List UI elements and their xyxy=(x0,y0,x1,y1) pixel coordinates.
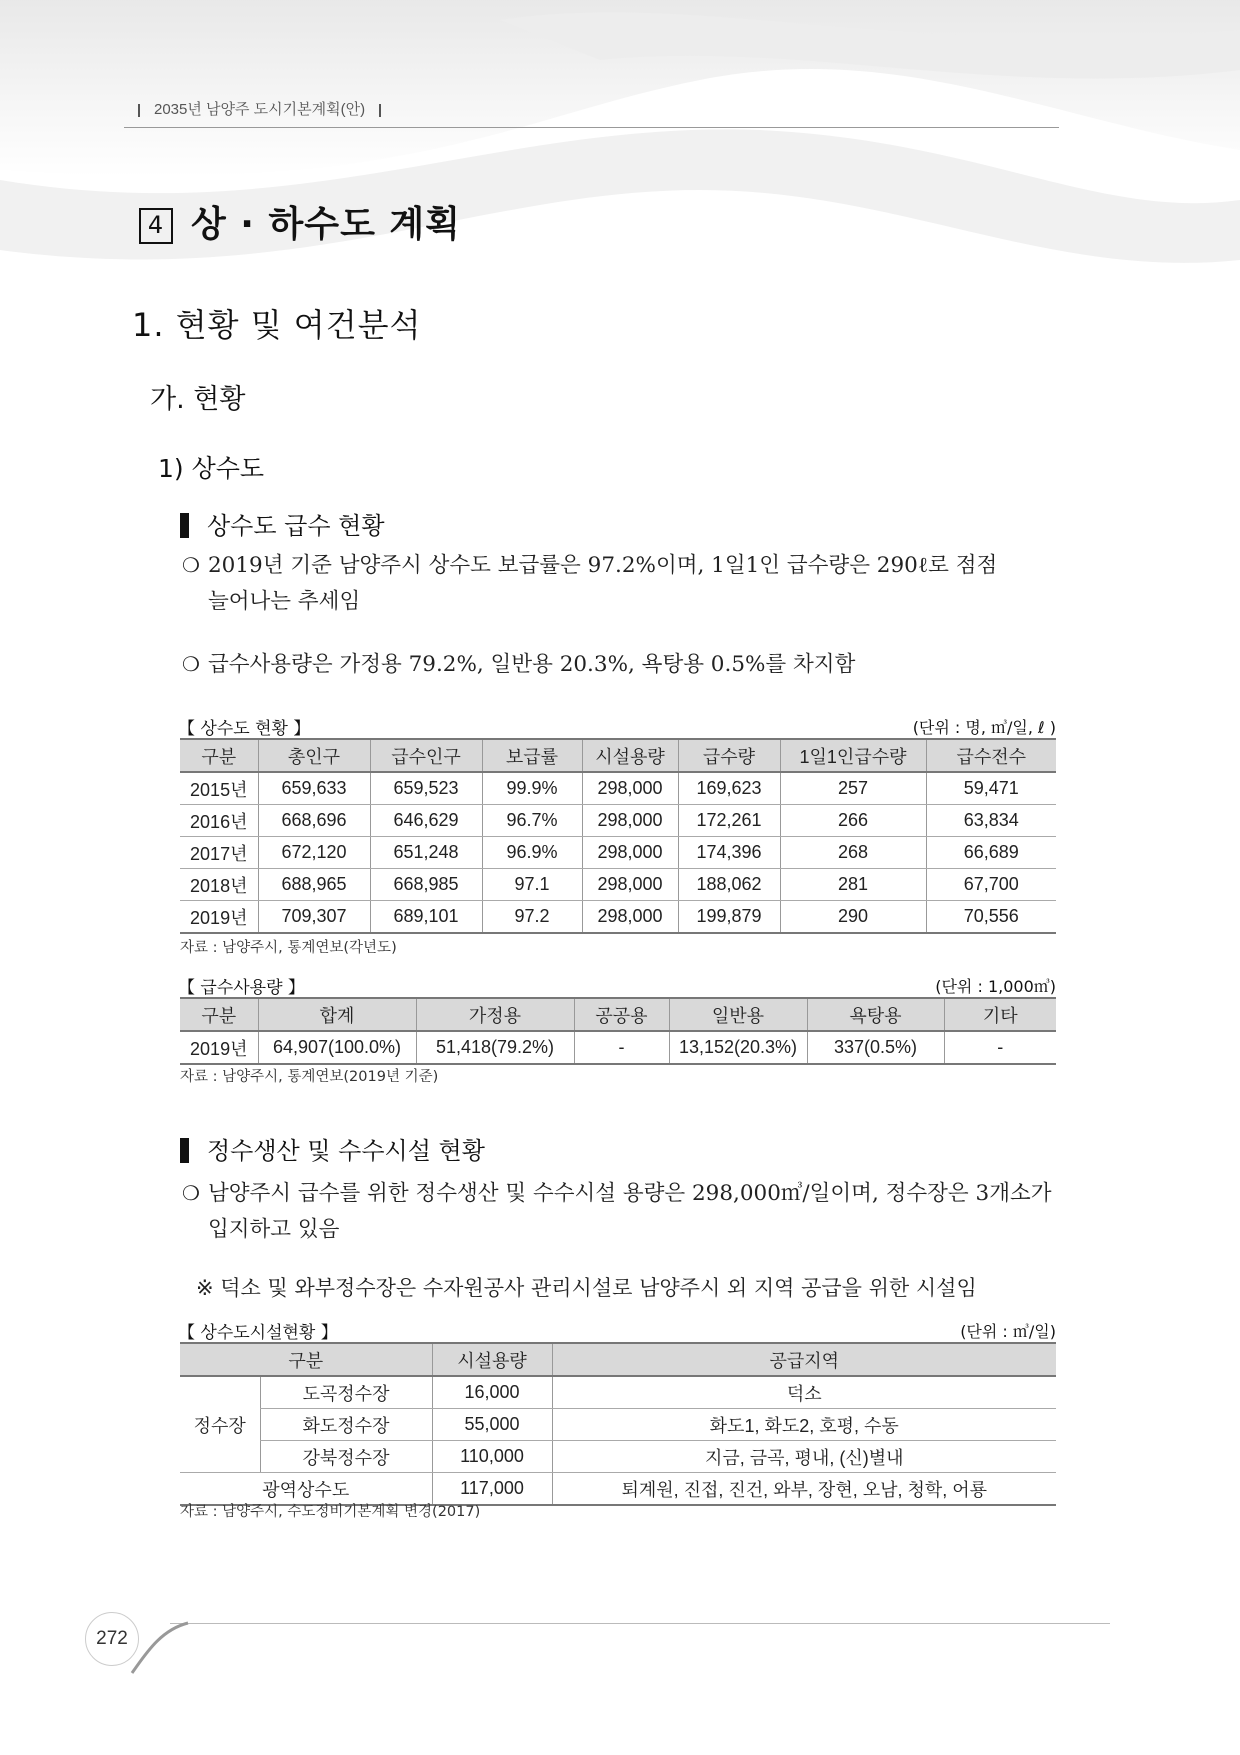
bullet-text: 급수사용량은 가정용 79.2%, 일반용 20.3%, 욕탕용 0.5%를 차지함 xyxy=(208,652,856,677)
table-cell: 99.9% xyxy=(482,772,582,805)
header-rule xyxy=(124,127,1059,128)
col-header: 시설용량 xyxy=(432,1343,552,1376)
table-row xyxy=(180,901,1056,934)
topic-heading-facilities xyxy=(180,1131,485,1166)
table-header-row xyxy=(180,998,1056,1031)
header-bar-right xyxy=(379,104,381,117)
table-cell: 63,834 xyxy=(926,805,1056,837)
bullet-text-line1: 남양주시 급수를 위한 정수생산 및 수수시설 용량은 298,000㎥/일이며, 정수장은 3개소가 xyxy=(208,1181,1052,1206)
table-cell: 298,000 xyxy=(582,837,678,869)
table-cell: 199,879 xyxy=(678,901,780,934)
circle-bullet-icon: ❍ xyxy=(182,553,200,577)
chapter-number-box: 4 xyxy=(139,208,173,244)
table-row xyxy=(180,1031,1056,1064)
col-header: 급수인구 xyxy=(370,739,482,772)
col-header: 1일1인급수량 xyxy=(780,739,926,772)
bullet-item xyxy=(182,646,1060,683)
bullet-item xyxy=(182,547,1060,620)
table-cell: 지금, 금곡, 평내, (신)별내 xyxy=(552,1441,1056,1473)
bullet-text-line2: 입지하고 있음 xyxy=(208,1217,340,1242)
bullet-text-line1: 2019년 기준 남양주시 상수도 보급률은 97.2%이며, 1일1인 급수량은 290ℓ로 점점 xyxy=(208,553,998,578)
table-cell: 덕소 xyxy=(552,1376,1056,1409)
table-unit: (단위 : 명, ㎥/일, ℓ ) xyxy=(912,718,1056,737)
circle-bullet-icon: ❍ xyxy=(182,1181,200,1205)
table-header-row xyxy=(180,739,1056,772)
table-cell: 2019년 xyxy=(180,901,258,934)
footer-rule xyxy=(170,1623,1110,1624)
table-cell: 강북정수장 xyxy=(260,1441,432,1473)
running-title: 2035년 남양주 도시기본계획(안) xyxy=(154,101,366,118)
col-header: 일반용 xyxy=(669,998,807,1031)
table-cell: 174,396 xyxy=(678,837,780,869)
col-header: 욕탕용 xyxy=(807,998,944,1031)
circle-bullet-icon: ❍ xyxy=(182,652,200,676)
section-heading: 1. 현황 및 여건분석 xyxy=(132,306,422,344)
col-header: 급수전수 xyxy=(926,739,1056,772)
table-cell: 16,000 xyxy=(432,1376,552,1409)
table-row xyxy=(180,1441,1056,1473)
table-cell: 266 xyxy=(780,805,926,837)
table-cell: 화도1, 화도2, 호평, 수동 xyxy=(552,1409,1056,1441)
subsection-heading: 가. 현황 xyxy=(150,384,246,415)
table-cell: 110,000 xyxy=(432,1441,552,1473)
table-cell: 298,000 xyxy=(582,772,678,805)
page-number: 272 xyxy=(85,1612,139,1666)
square-bullet-icon xyxy=(180,1138,189,1163)
col-header: 구분 xyxy=(180,1343,432,1376)
table-cell: 169,623 xyxy=(678,772,780,805)
group-label-cell: 정수장 xyxy=(180,1376,260,1473)
table-cell: 70,556 xyxy=(926,901,1056,934)
topic-heading-text: 상수도 급수 현황 xyxy=(207,512,385,540)
note-text: ※ 덕소 및 와부정수장은 수자원공사 관리시설로 남양주시 외 지역 공급을 위한 시설임 xyxy=(196,1276,977,1300)
chapter-title xyxy=(139,196,461,247)
table-cell: 298,000 xyxy=(582,805,678,837)
table-cell: 651,248 xyxy=(370,837,482,869)
table-cell: 268 xyxy=(780,837,926,869)
table-cell: 66,689 xyxy=(926,837,1056,869)
table-cell: 668,985 xyxy=(370,869,482,901)
water-usage-table xyxy=(180,997,1056,1065)
table-cell: 67,700 xyxy=(926,869,1056,901)
table-cell: 2019년 xyxy=(180,1031,258,1064)
table-cell: 55,000 xyxy=(432,1409,552,1441)
table-cell: 2017년 xyxy=(180,837,258,869)
table-cell: - xyxy=(574,1031,669,1064)
table-cell: 2015년 xyxy=(180,772,258,805)
table-caption: 【 상수도 현황 】 xyxy=(178,719,311,739)
table-cell: 659,633 xyxy=(258,772,370,805)
bullet-text-line2: 늘어나는 추세임 xyxy=(208,589,361,614)
table-cell: 13,152(20.3%) xyxy=(669,1031,807,1064)
col-header: 기타 xyxy=(944,998,1056,1031)
topic-heading-supply xyxy=(180,506,385,541)
col-header: 가정용 xyxy=(416,998,574,1031)
col-header: 보급률 xyxy=(482,739,582,772)
table-cell: 97.1 xyxy=(482,869,582,901)
table-cell: 광역상수도 xyxy=(180,1473,432,1506)
table-row xyxy=(180,772,1056,805)
table-cell: 672,120 xyxy=(258,837,370,869)
table-cell: 97.2 xyxy=(482,901,582,934)
table-cell: 298,000 xyxy=(582,869,678,901)
table-header-row xyxy=(180,1343,1056,1376)
table-cell: 709,307 xyxy=(258,901,370,934)
table-cell: 688,965 xyxy=(258,869,370,901)
col-header: 공공용 xyxy=(574,998,669,1031)
table-cell: 668,696 xyxy=(258,805,370,837)
table-cell: 64,907(100.0%) xyxy=(258,1031,416,1064)
table-unit: (단위 : 1,000㎥) xyxy=(935,977,1056,996)
table-cell: 281 xyxy=(780,869,926,901)
chapter-title-text: 상 · 하수도 계획 xyxy=(191,204,461,245)
table-caption: 【 급수사용량 】 xyxy=(178,978,305,998)
table-cell: 화도정수장 xyxy=(260,1409,432,1441)
square-bullet-icon xyxy=(180,513,189,538)
col-header: 구분 xyxy=(180,998,258,1031)
table-cell: 96.9% xyxy=(482,837,582,869)
header-bar-left xyxy=(138,104,140,117)
col-header: 급수량 xyxy=(678,739,780,772)
table-cell: 59,471 xyxy=(926,772,1056,805)
table-cell: - xyxy=(944,1031,1056,1064)
table-caption: 【 상수도시설현황 】 xyxy=(178,1323,338,1343)
col-header: 공급지역 xyxy=(552,1343,1056,1376)
table-cell: 337(0.5%) xyxy=(807,1031,944,1064)
table-cell: 도곡정수장 xyxy=(260,1376,432,1409)
table-row xyxy=(180,805,1056,837)
table-cell: 290 xyxy=(780,901,926,934)
table-cell: 퇴계원, 진접, 진건, 와부, 장현, 오남, 청학, 어룡 xyxy=(552,1473,1056,1506)
table-source: 자료 : 남양주시, 통계연보(각년도) xyxy=(180,940,397,956)
water-facility-table xyxy=(180,1342,1056,1506)
table-source: 자료 : 남양주시, 통계연보(2019년 기준) xyxy=(180,1069,439,1085)
table-row xyxy=(180,837,1056,869)
table-cell: 96.7% xyxy=(482,805,582,837)
table-row xyxy=(180,869,1056,901)
table-cell: 257 xyxy=(780,772,926,805)
table-cell: 2018년 xyxy=(180,869,258,901)
topic-heading-text: 정수생산 및 수수시설 현황 xyxy=(207,1137,485,1165)
table-cell: 117,000 xyxy=(432,1473,552,1506)
table-cell: 659,523 xyxy=(370,772,482,805)
table-cell: 646,629 xyxy=(370,805,482,837)
col-header: 합계 xyxy=(258,998,416,1031)
col-header: 총인구 xyxy=(258,739,370,772)
table-row xyxy=(180,1409,1056,1441)
subsubsection-heading: 1) 상수도 xyxy=(158,454,265,483)
table-cell: 2016년 xyxy=(180,805,258,837)
table-cell: 172,261 xyxy=(678,805,780,837)
bullet-item xyxy=(182,1175,1060,1248)
col-header: 시설용량 xyxy=(582,739,678,772)
table-cell: 51,418(79.2%) xyxy=(416,1031,574,1064)
footer-swoosh-decoration xyxy=(130,1615,190,1675)
table-cell: 689,101 xyxy=(370,901,482,934)
table-row xyxy=(180,1376,1056,1409)
header-wave-decoration xyxy=(0,0,1240,300)
table-cell: 188,062 xyxy=(678,869,780,901)
col-header: 구분 xyxy=(180,739,258,772)
running-header xyxy=(124,98,395,119)
water-supply-status-table xyxy=(180,738,1056,934)
table-source: 자료 : 남양주시, 수도정비기본계획 변경(2017) xyxy=(180,1504,481,1520)
table-unit: (단위 : ㎥/일) xyxy=(960,1322,1056,1341)
table-cell: 298,000 xyxy=(582,901,678,934)
